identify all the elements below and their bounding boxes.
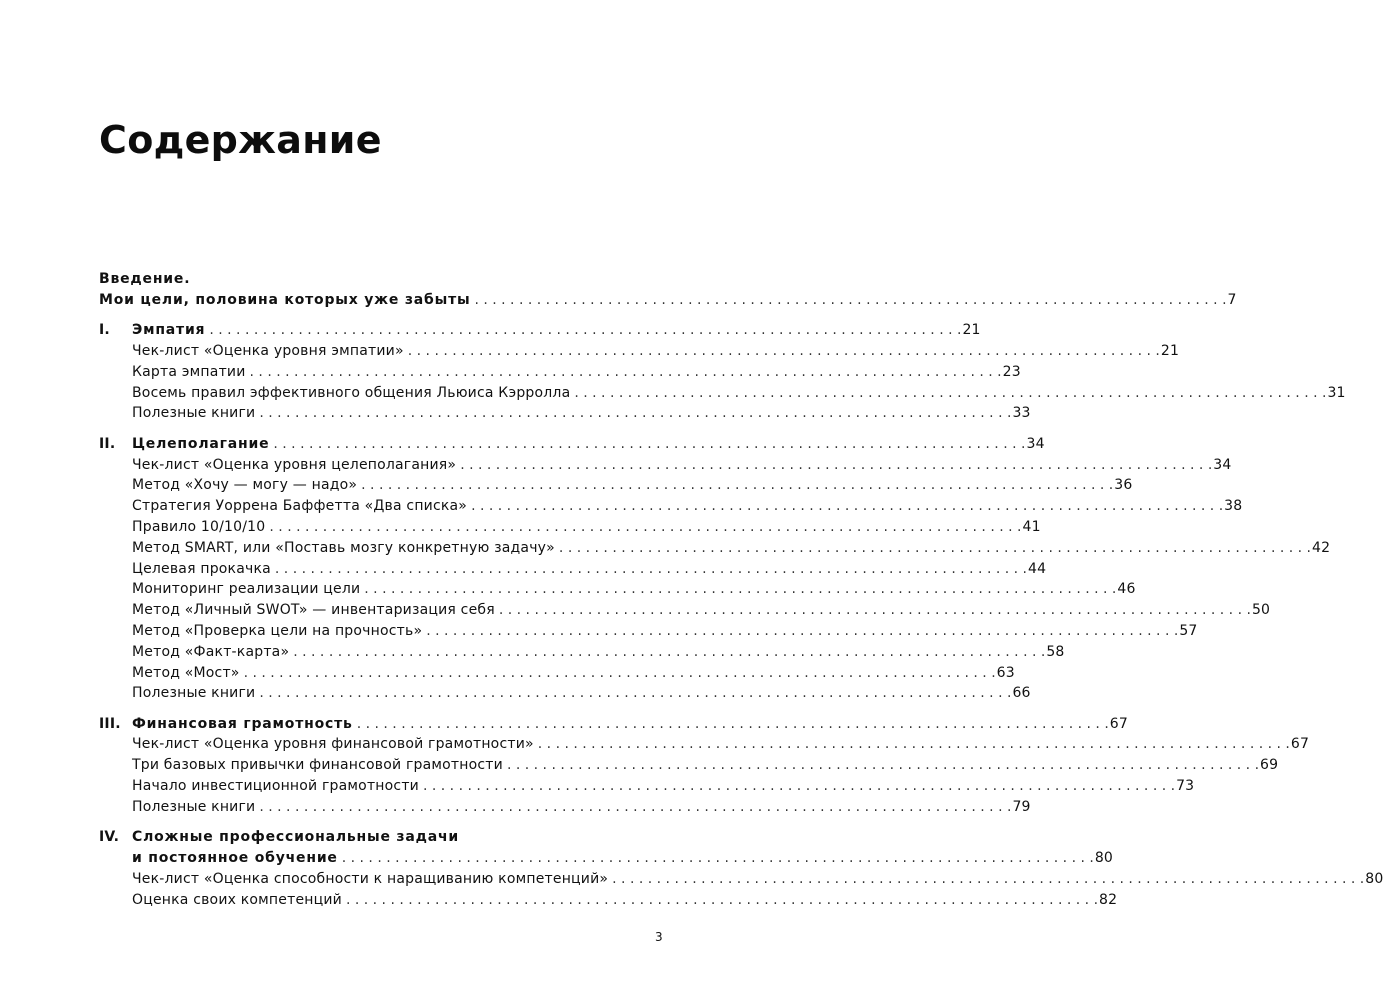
dot-leader — [361, 475, 1113, 496]
dot-leader — [574, 383, 1326, 404]
toc-entry-title: Целевая прокачка — [132, 560, 271, 577]
toc-entry-title: Чек-лист «Оценка способности к наращиванию компетенций» — [132, 870, 609, 887]
toc-entry-page: 50 — [1251, 602, 1271, 619]
dot-leader — [209, 320, 961, 341]
section-title: Целеполагание — [132, 435, 270, 452]
toc-entry-title: Чек-лист «Оценка уровня целеполагания» — [132, 456, 457, 473]
toc-entry-page: 67 — [1290, 736, 1310, 753]
section-title: Эмпатия — [132, 322, 206, 339]
toc-entry-title: Метод «Факт-карта» — [132, 643, 290, 660]
toc-entry-title: Начало инвестиционной грамотности — [132, 778, 419, 795]
toc-entry-title: Чек-лист «Оценка уровня эмпатии» — [132, 343, 404, 360]
toc-entry-title: Метод «Личный SWOT» — инвентаризация себя — [132, 602, 495, 619]
toc-entry[interactable] — [99, 621, 1198, 642]
dot-leader — [538, 734, 1290, 755]
intro-heading: Введение. — [99, 271, 191, 287]
toc-entry-page: 21 — [1160, 343, 1180, 360]
dot-leader — [357, 714, 1109, 735]
section-number: III. — [99, 715, 121, 732]
dot-leader — [259, 683, 1011, 704]
toc-entry-page: 82 — [1099, 891, 1118, 908]
dot-leader — [275, 559, 1027, 580]
toc-entry-page: 38 — [1224, 498, 1243, 515]
toc-entry[interactable] — [99, 383, 1346, 404]
dot-leader — [507, 755, 1259, 776]
toc-entry-page: 46 — [1117, 581, 1136, 598]
page-title: Содержание — [99, 118, 382, 162]
toc-entry[interactable] — [99, 600, 1271, 621]
toc-entry-page: 80 — [1365, 870, 1383, 887]
section-page: 80 — [1094, 849, 1114, 866]
toc-entry-page: 34 — [1213, 456, 1232, 473]
dot-leader — [250, 362, 1002, 383]
toc-entry-title: Восемь правил эффективного общения Льюиса Кэрролла — [132, 384, 571, 401]
section-number: I. — [99, 322, 110, 339]
toc-entry[interactable] — [99, 341, 1180, 362]
section-title: Сложные профессиональные задачи — [132, 829, 459, 846]
section-title: Финансовая грамотность — [132, 715, 353, 732]
toc-entry[interactable] — [99, 642, 1065, 663]
toc-section-3[interactable] — [99, 714, 1129, 735]
toc-entry-title: Карта эмпатии — [132, 363, 246, 380]
dot-leader — [460, 455, 1212, 476]
dot-leader — [244, 663, 996, 684]
section-number: IV. — [99, 829, 120, 846]
dot-leader — [364, 579, 1116, 600]
toc-entry-title: Оценка своих компетенций — [132, 891, 342, 908]
toc-entry-title: Стратегия Уоррена Баффетта «Два списка» — [132, 498, 468, 515]
toc-entry-title: Чек-лист «Оценка уровня финансовой грамотности» — [132, 736, 534, 753]
dot-leader — [474, 290, 1226, 311]
toc-entry[interactable] — [99, 755, 1279, 776]
toc-entry-title: Правило 10/10/10 — [132, 518, 266, 535]
dot-leader — [423, 776, 1175, 797]
dot-leader — [346, 890, 1098, 911]
toc-entry-title: Метод «Хочу — могу — надо» — [132, 477, 358, 494]
section-page: 21 — [962, 322, 981, 339]
toc-entry-page: 63 — [996, 664, 1015, 681]
dot-leader — [259, 797, 1011, 818]
toc-entry-page: 69 — [1260, 757, 1279, 774]
dot-leader — [293, 642, 1045, 663]
toc-entry-title: Полезные книги — [132, 405, 256, 422]
toc-entry-title: Мои цели, половина которых уже забыты — [99, 292, 471, 308]
toc-entry-title: Три базовых привычки финансовой грамотности — [132, 757, 503, 774]
toc-entry-page: 58 — [1046, 643, 1065, 660]
toc-entry[interactable] — [99, 797, 1031, 818]
toc-entry-page: 41 — [1022, 518, 1041, 535]
toc-entry-page: 57 — [1179, 622, 1198, 639]
dot-leader — [269, 517, 1021, 538]
dot-leader — [408, 341, 1160, 362]
toc-entry[interactable] — [99, 869, 1383, 890]
toc-section-4-line2[interactable] — [99, 848, 1114, 869]
section-page: 34 — [1026, 435, 1045, 452]
toc-entry[interactable] — [99, 496, 1243, 517]
toc-entry[interactable] — [99, 517, 1041, 538]
toc-entry[interactable] — [99, 734, 1310, 755]
section-title-continued: и постоянное обучение — [132, 849, 338, 866]
toc-entry[interactable] — [99, 559, 1047, 580]
toc-entry-page: 33 — [1012, 405, 1031, 422]
dot-leader — [499, 600, 1251, 621]
toc-entry-title: Метод «Мост» — [132, 664, 240, 681]
section-page: 67 — [1109, 715, 1129, 732]
dot-leader — [342, 848, 1094, 869]
toc-entry-page: 42 — [1312, 539, 1331, 556]
toc-entry-title: Метод «Проверка цели на прочность» — [132, 622, 423, 639]
toc-entry-page: 73 — [1176, 778, 1195, 795]
toc-entry[interactable] — [99, 475, 1133, 496]
toc-entry[interactable] — [99, 538, 1331, 559]
toc-entry-title: Мониторинг реализации цели — [132, 581, 361, 598]
toc-entry[interactable] — [99, 663, 1015, 684]
dot-leader — [259, 403, 1011, 424]
toc-entry-page: 7 — [1227, 292, 1237, 308]
toc-entry-intro[interactable] — [99, 290, 1237, 311]
toc-entry-title: Полезные книги — [132, 685, 256, 702]
toc-entry[interactable] — [99, 455, 1232, 476]
dot-leader — [426, 621, 1178, 642]
toc-entry-page: 44 — [1028, 560, 1047, 577]
toc-entry-title: Полезные книги — [132, 798, 256, 815]
section-number: II. — [99, 435, 116, 452]
toc-entry-page: 23 — [1002, 363, 1021, 380]
toc-entry[interactable] — [99, 403, 1031, 424]
toc-entry[interactable] — [99, 683, 1031, 704]
table-of-contents — [99, 268, 1383, 910]
dot-leader — [471, 496, 1223, 517]
dot-leader — [559, 538, 1311, 559]
toc-entry-page: 36 — [1114, 477, 1133, 494]
toc-entry[interactable] — [99, 776, 1195, 797]
toc-entry[interactable] — [99, 890, 1118, 911]
dot-leader — [273, 434, 1025, 455]
toc-section-2[interactable] — [99, 434, 1045, 455]
page-number: 3 — [655, 930, 663, 944]
toc-entry-page: 31 — [1327, 384, 1346, 401]
toc-section-1[interactable] — [99, 320, 981, 341]
toc-entry[interactable] — [99, 362, 1021, 383]
dot-leader — [612, 869, 1364, 890]
toc-entry-page: 79 — [1012, 798, 1031, 815]
toc-entry-title: Метод SMART, или «Поставь мозгу конкретную задачу» — [132, 539, 555, 556]
toc-entry-page: 66 — [1012, 685, 1031, 702]
toc-section-4-line1[interactable] — [99, 827, 664, 848]
toc-entry[interactable] — [99, 579, 1136, 600]
